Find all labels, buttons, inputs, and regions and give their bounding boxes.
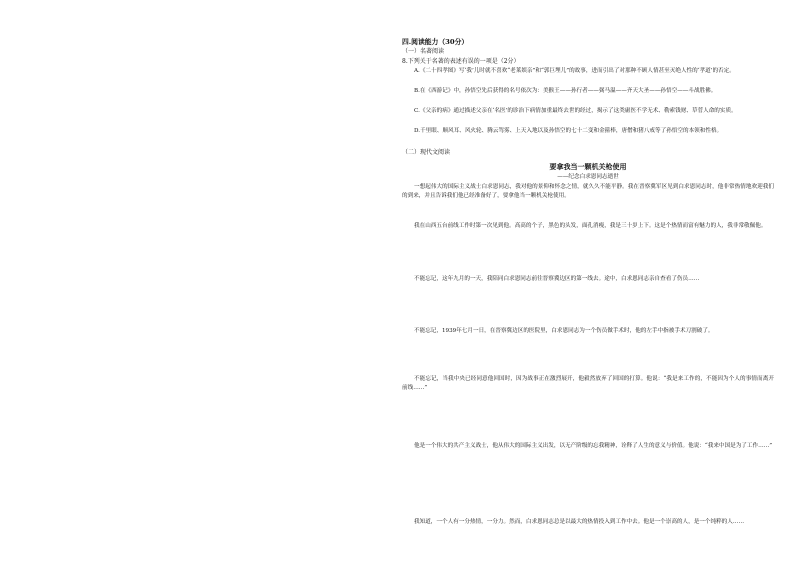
right-column — [402, 0, 774, 562]
article-paragraph-4: 不能忘记，1939年七月一日，在晋察冀边区的医院里，白求恩同志为一个伤员做手术时，他的左手中指被手术刀割破了。 — [414, 328, 714, 334]
q8-option-c: C.《父亲的病》通过描述父亲在‘名医’的诊治下病情加重最终去世的经过，揭示了这类庸医不学无术、勒索钱财、草菅人命的实质。 — [414, 108, 737, 114]
subsection-modern: （二）现代文阅读 — [402, 149, 451, 156]
article-paragraph-3: 不能忘记，这年九月的一天，我陪同白求恩同志前往晋察冀边区的第一线去。途中，白求恩同志亲自查看了伤员…… — [414, 276, 700, 282]
article-paragraph-5: 不能忘记，当我中央已经同意他回国时，因为战事正在激烈展开，他毅然放弃了回国的打算。他说：“我是来工作的，不能因为个人的事情而离开前线……” — [402, 376, 774, 391]
subsection-classics: （一）名著阅读 — [402, 48, 445, 55]
article-title: 要拿我当一颗机关枪使用 — [549, 162, 627, 171]
article-paragraph-2: 我在山西五台前线工作时第一次见到他。高高的个子，黑色的头发，面孔消瘦，我是三十岁上下。这是个热情而富有魅力的人，我非常敬佩他。 — [414, 223, 767, 229]
q8-option-d: D.千里眼、顺风耳、风火轮、腾云驾雾、上天入地以及孙悟空的七十二变和金箍棒，唐僧和猪八戒等了孙悟空的本领和性格。 — [414, 128, 723, 134]
article-subtitle: ——纪念白求恩同志逝世 — [557, 174, 619, 180]
q8-text: 8.下列关于名著的表述有误的一项是（2分） — [402, 58, 520, 65]
q8-option-b: B.在《西游记》中，孙悟空先后获得的名号依次为：美猴王——孙行者——弼马温——齐天大圣——孙悟空——斗战胜佛。 — [414, 88, 717, 94]
section4-heading: 四.阅读能力（30分） — [402, 38, 469, 46]
article-paragraph-6: 他是一个伟大的共产主义战士，他从伟大的国际主义出发，以无产阶级的忘我精神，诠释了人生的意义与价值。他说：“我来中国是为了工作……” — [414, 443, 773, 449]
article-paragraph-1: 一想起伟大的国际主义战士白求恩同志，我对他的景仰和怀念之情，就久久不能平静。我在晋察冀军区见到白求恩同志时，他非常热情地欢迎我们的到来，并且告诉我们他已经准备好了，要拿他当一颗机关枪使用。 — [402, 184, 774, 199]
article-paragraph-7: 我知道，一个人有一分热情，一分力。然而，白求恩同志总是以最大的热情投入到工作中去。他是一个崇高的人，是一个纯粹的人…… — [414, 519, 745, 525]
q8-option-a: A.《二十四孝图》写‘我’儿时就不喜欢“老莱娱亲”和“郭巨埋儿”的故事，进而引出了对那种不顾人情甚至灭绝人性的‘孝道’的否定。 — [414, 68, 735, 74]
